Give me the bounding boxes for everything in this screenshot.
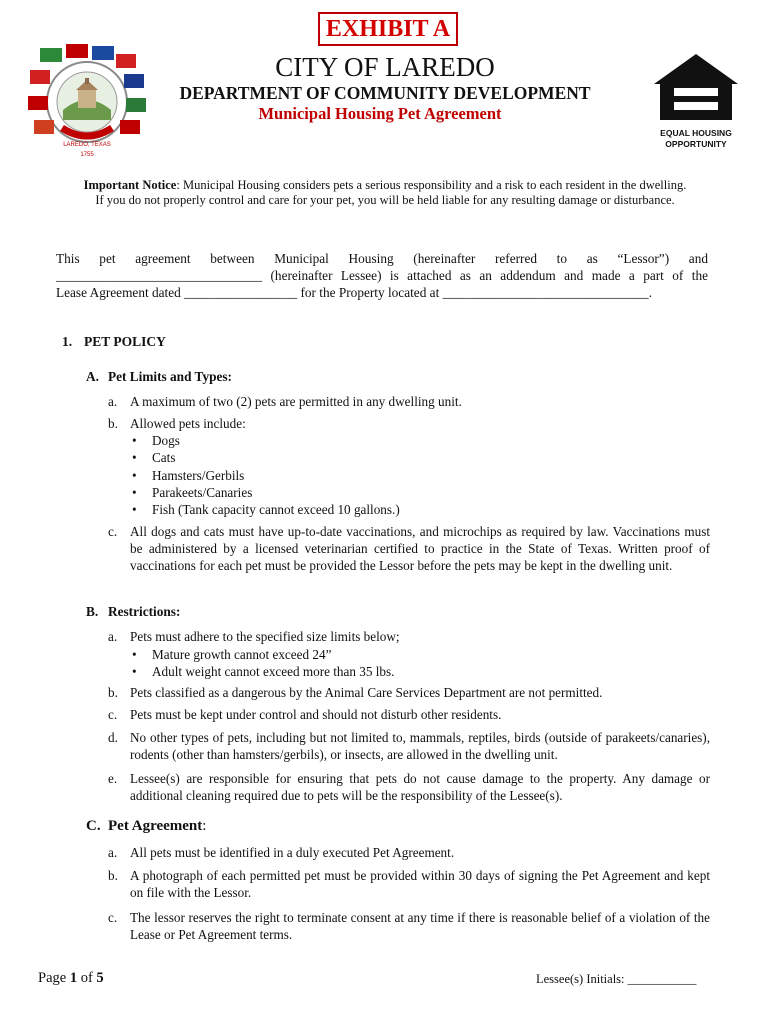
bullet-item: • Mature growth cannot exceed 24” xyxy=(132,647,332,662)
list-item: a. Pets must adhere to the specified size limits below; xyxy=(108,629,400,644)
city-name: CITY OF LAREDO xyxy=(275,52,495,82)
list-item: a. All pets must be identified in a duly executed Pet Agreement. xyxy=(108,845,455,860)
eho-line1: EQUAL HOUSING xyxy=(660,128,732,138)
list-item: a. A maximum of two (2) pets are permitted in any dwelling unit. xyxy=(108,394,462,409)
list-item: c. The lessor reserves the right to terminate consent at any time if there is reasonable belief of a violation of the Lease or Pet Agreement terms. xyxy=(108,910,710,942)
intro-line2: _______________________________ (hereinafter Lessee) is attached as an addendum and made a part of the xyxy=(56,268,708,283)
notice-label: Important Notice xyxy=(83,178,177,192)
lessee-initials: Lessee(s) Initials: ___________ xyxy=(536,972,697,986)
list-item: c. Pets must be kept under control and should not disturb other residents. xyxy=(108,707,502,722)
subsection-heading-c: C. Pet Agreement: xyxy=(86,818,207,834)
list-item: b. A photograph of each permitted pet must be provided within 30 days of signing the Pet Agreement and kept on file with the Lessor. xyxy=(108,868,710,900)
subsection-heading-a: A. Pet Limits and Types: xyxy=(86,369,232,384)
page-number: Page 1 of 5 xyxy=(38,970,104,986)
bullet-item: • Dogs xyxy=(132,433,180,448)
exhibit-label: EXHIBIT A xyxy=(318,12,458,46)
list-item: d. No other types of pets, including but not limited to, mammals, reptiles, birds (outside of parakeets/canaries), rodents (other than hamsters/gerbils), or insects, are allowed in the dwelling unit. xyxy=(108,730,710,762)
bullet-item: • Hamsters/Gerbils xyxy=(132,467,245,483)
bullet-item: • Parakeets/Canaries xyxy=(132,484,253,500)
agreement-title: Municipal Housing Pet Agreement xyxy=(258,104,502,123)
department-name: DEPARTMENT OF COMMUNITY DEVELOPMENT xyxy=(179,83,591,103)
seal-text: LAREDO, TEXAS xyxy=(63,142,111,148)
intro-line3: Lease Agreement dated _________________ for the Property located at _______________________________. xyxy=(56,285,653,300)
list-item: b. Pets classified as a dangerous by the Animal Care Services Department are not permitted. xyxy=(108,685,603,700)
list-item: c. All dogs and cats must have up-to-date vaccinations, and microchips as required by law. Vaccinations must be administered by a licensed veterinarian certified to practice in the State of Texas. Written proof of vaccinations for each pet must be provided the Lessor before the pets may be kept in the dwelling unit. xyxy=(108,524,710,573)
seal-year: 1755 xyxy=(80,152,94,158)
list-item: b. Allowed pets include: xyxy=(108,416,246,431)
list-item: e. Lessee(s) are responsible for ensuring that pets do not cause damage to the property. Any damage or additional cleaning required due to pets will be the responsibility of the Lessee(s). xyxy=(108,771,710,803)
eho-line2: OPPORTUNITY xyxy=(665,139,727,149)
bullet-item: • Fish (Tank capacity cannot exceed 10 gallons.) xyxy=(132,502,400,518)
section-heading: 1. PET POLICY xyxy=(62,334,166,349)
important-notice xyxy=(60,178,710,208)
intro-paragraph xyxy=(56,250,708,301)
allowed-pets-list xyxy=(132,432,692,518)
subsection-heading-b: B. Restrictions: xyxy=(86,604,181,619)
size-limits-list xyxy=(132,646,692,681)
notice-line2: If you do not properly control and care for your pet, you will be held liable for any resulting damage or disturbance. xyxy=(95,193,675,207)
bullet-item: • Adult weight cannot exceed more than 35 lbs. xyxy=(132,664,395,680)
equal-housing-logo xyxy=(652,50,740,160)
intro-line1: This pet agreement between Municipal Housing (hereinafter referred to as “Lessor”) and xyxy=(56,251,708,266)
bullet-item: • Cats xyxy=(132,450,176,466)
notice-line1: : Municipal Housing considers pets a serious responsibility and a risk to each resident in the dwelling. xyxy=(176,178,687,192)
